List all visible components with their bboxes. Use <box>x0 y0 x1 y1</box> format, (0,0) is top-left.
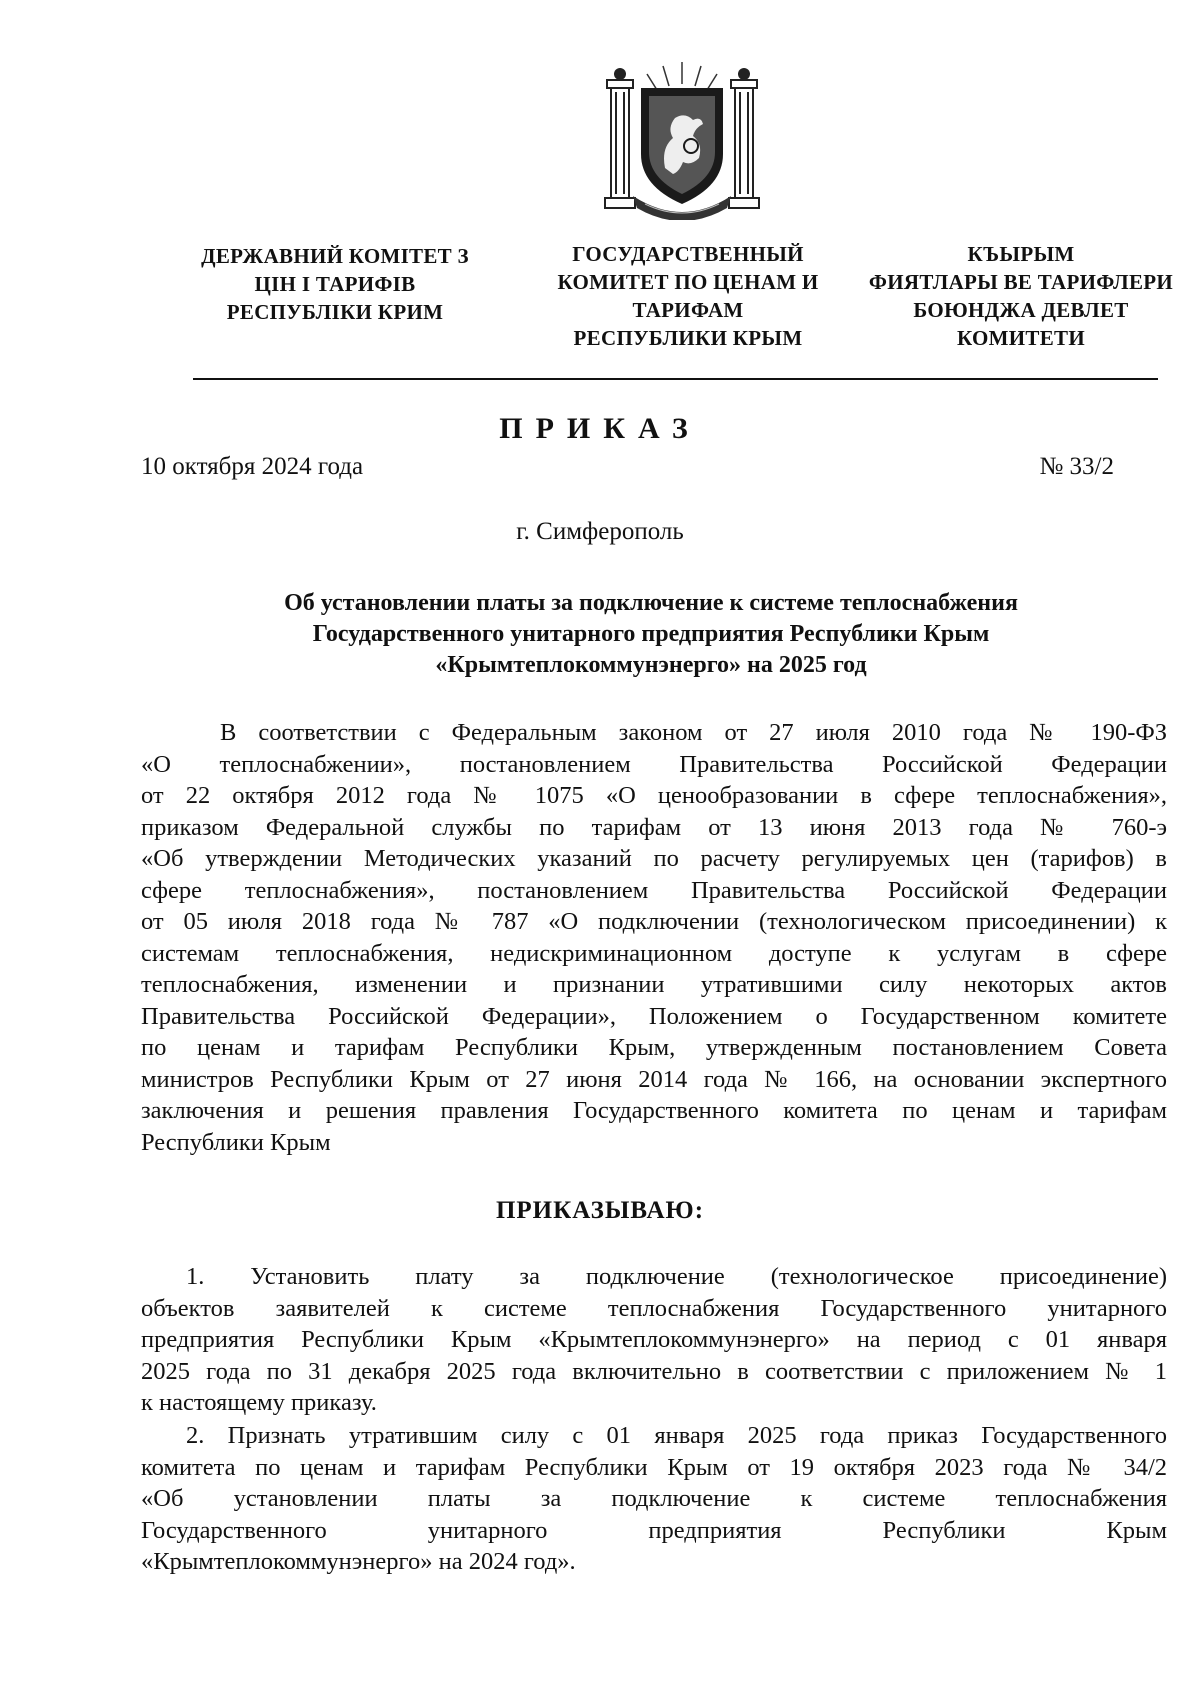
preamble-line: министров Республики Крым от 27 июня 2014 года № 166, на основании экспертного <box>141 1065 1167 1093</box>
header-ru-line: РЕСПУБЛИКИ КРЫМ <box>573 326 803 350</box>
document-title <box>141 588 1161 681</box>
decree-item-line: 2025 года по 31 декабря 2025 года включительно в соответствии с приложением № 1 <box>141 1357 1167 1385</box>
header-crh-line: ФИЯТЛАРЫ ВЕ ТАРИФЛЕРИ <box>868 270 1174 294</box>
order-number: № 33/2 <box>1039 453 1114 480</box>
document-title-line: Государственного унитарного предприятия Республики Крым <box>312 621 990 647</box>
order-title: ПРИКАЗ <box>499 412 701 445</box>
header-crh-line: БОЮНДЖА ДЕВЛЕТ <box>913 298 1129 322</box>
decree-heading: ПРИКАЗЫВАЮ: <box>495 1197 705 1224</box>
preamble-line: по ценам и тарифам Республики Крым, утвержденным постановлением Совета <box>141 1034 1167 1061</box>
preamble-line: сфере теплоснабжения», постановлением Правительства Российской Федерации <box>141 876 1167 904</box>
coat-of-arms-emblem <box>603 58 761 220</box>
header-ua-line: РЕСПУБЛІКИ КРИМ <box>226 300 444 324</box>
preamble-line: системам теплоснабжения, недискриминационном доступе к услугам в сфере <box>141 939 1167 967</box>
decree-item-line: объектов заявителей к системе теплоснабжения Государственного унитарного <box>141 1294 1167 1322</box>
preamble-line: Правительства Российской Федерации», Положением о Государственном комитете <box>141 1002 1167 1030</box>
header-russian <box>528 240 848 352</box>
header-ru-line: ТАРИФАМ <box>632 298 744 322</box>
decree-item-1 <box>141 1261 1167 1419</box>
preamble-line: приказом Федеральной службы по тарифам от 13 июня 2013 года № 760-э <box>141 813 1167 841</box>
order-date: 10 октября 2024 года <box>141 453 364 480</box>
document-title-line: «Крымтеплокоммунэнерго» на 2025 год <box>435 652 867 678</box>
preamble-line: от 22 октября 2012 года № 1075 «О ценообразовании в сфере теплоснабжения», <box>141 782 1167 809</box>
preamble-line: «Об утверждении Методических указаний по расчету регулируемых цен (тарифов) в <box>141 845 1167 872</box>
decree-item-line: «Об установлении платы за подключение к системе теплоснабжения <box>141 1485 1167 1512</box>
decree-item-2 <box>141 1420 1167 1578</box>
header-ua-line: ДЕРЖАВНИЙ КОМІТЕТ З <box>201 244 469 268</box>
preamble-line: заключения и решения правления Государственного комитета по ценам и тарифам <box>141 1097 1167 1124</box>
decree-item-line: 2. Признать утратившим силу с 01 января 2025 года приказ Государственного <box>186 1422 1167 1449</box>
decree-item-line: Государственного унитарного предприятия Республики Крым <box>141 1516 1167 1544</box>
header-ukrainian <box>170 242 500 326</box>
decree-item-line: предприятия Республики Крым «Крымтеплокоммунэнерго» на период с 01 января <box>141 1326 1167 1353</box>
preamble-line: Республики Крым <box>141 1128 331 1156</box>
header-ru-line: КОМИТЕТ ПО ЦЕНАМ И <box>557 270 819 294</box>
header-crh-line: КЪЫРЫМ <box>967 242 1075 266</box>
header-ru-line: ГОСУДАРСТВЕННЫЙ <box>572 242 804 266</box>
preamble-line: «О теплоснабжении», постановлением Правительства Российской Федерации <box>141 750 1167 778</box>
header-crimean-tatar <box>862 240 1180 352</box>
decree-item-line: «Крымтеплокоммунэнерго» на 2024 год». <box>141 1548 576 1575</box>
preamble-paragraph <box>141 717 1167 1158</box>
preamble-line: от 05 июля 2018 года № 787 «О подключении (технологическом присоединении) к <box>141 908 1167 935</box>
decree-item-line: к настоящему приказу. <box>141 1389 377 1416</box>
order-city: г. Симферополь <box>516 518 684 545</box>
decree-item-line: 1. Установить плату за подключение (технологическое присоединение) <box>186 1263 1167 1290</box>
decree-item-line: комитета по ценам и тарифам Республики Крым от 19 октября 2023 года № 34/2 <box>141 1453 1167 1481</box>
preamble-line: теплоснабжения, изменении и признании утратившими силу некоторых актов <box>141 971 1167 998</box>
preamble-line: В соответствии с Федеральным законом от 27 июля 2010 года № 190-ФЗ <box>220 719 1167 746</box>
header-ua-line: ЦІН І ТАРИФІВ <box>254 272 416 296</box>
header-divider <box>193 378 1158 380</box>
header-crh-line: КОМИТЕТИ <box>957 326 1085 350</box>
document-title-line: Об установлении платы за подключение к системе теплоснабжения <box>284 590 1018 616</box>
